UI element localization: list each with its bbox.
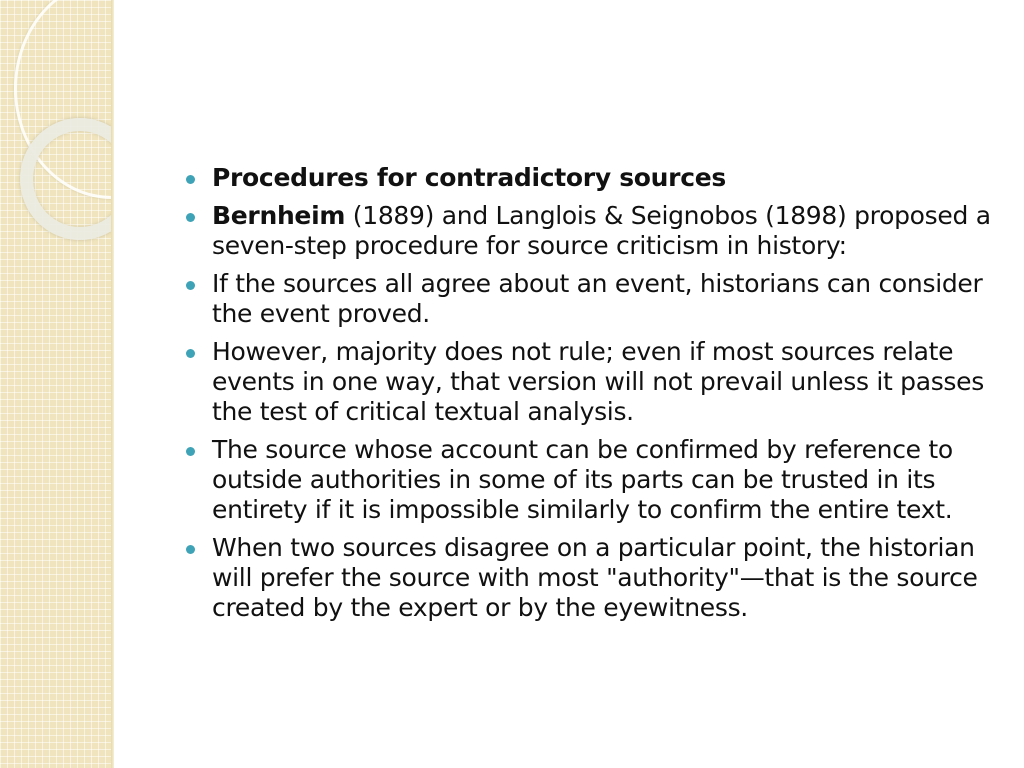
- bullet-text: The source whose account can be confirmed by reference to outside authorities in some of its parts can be trusted in its entirety if it is impossible similarly to confirm the entire text.: [212, 435, 953, 524]
- sidebar-edge: [111, 0, 114, 768]
- slide-content: [183, 163, 1003, 631]
- bullet-item-1: [183, 163, 1003, 193]
- bullet-icon: [186, 349, 195, 358]
- bullet-list: [183, 163, 1003, 623]
- bullet-item-2: [183, 201, 1003, 261]
- bullet-text: (1889) and Langlois & Seignobos (1898) proposed a seven-step procedure for source criticism in history:: [212, 201, 991, 260]
- bullet-item-3: [183, 269, 1003, 329]
- bullet-text: If the sources all agree about an event, historians can consider the event proved.: [212, 269, 983, 328]
- bullet-text: When two sources disagree on a particular point, the historian will prefer the source with most "authority"—that is the source created by the expert or by the eyewitness.: [212, 533, 978, 622]
- bullet-text: However, majority does not rule; even if most sources relate events in one way, that version will not prevail unless it passes the test of critical textual analysis.: [212, 337, 984, 426]
- bullet-item-4: [183, 337, 1003, 427]
- bullet-bold-author: Bernheim: [212, 201, 346, 230]
- bullet-icon: [186, 213, 195, 222]
- bullet-icon: [186, 175, 195, 184]
- bullet-icon: [186, 545, 195, 554]
- bullet-item-5: [183, 435, 1003, 525]
- decorative-sidebar: [0, 0, 113, 768]
- bullet-item-6: [183, 533, 1003, 623]
- bullet-heading: Procedures for contradictory sources: [212, 163, 726, 192]
- bullet-icon: [186, 281, 195, 290]
- bullet-icon: [186, 447, 195, 456]
